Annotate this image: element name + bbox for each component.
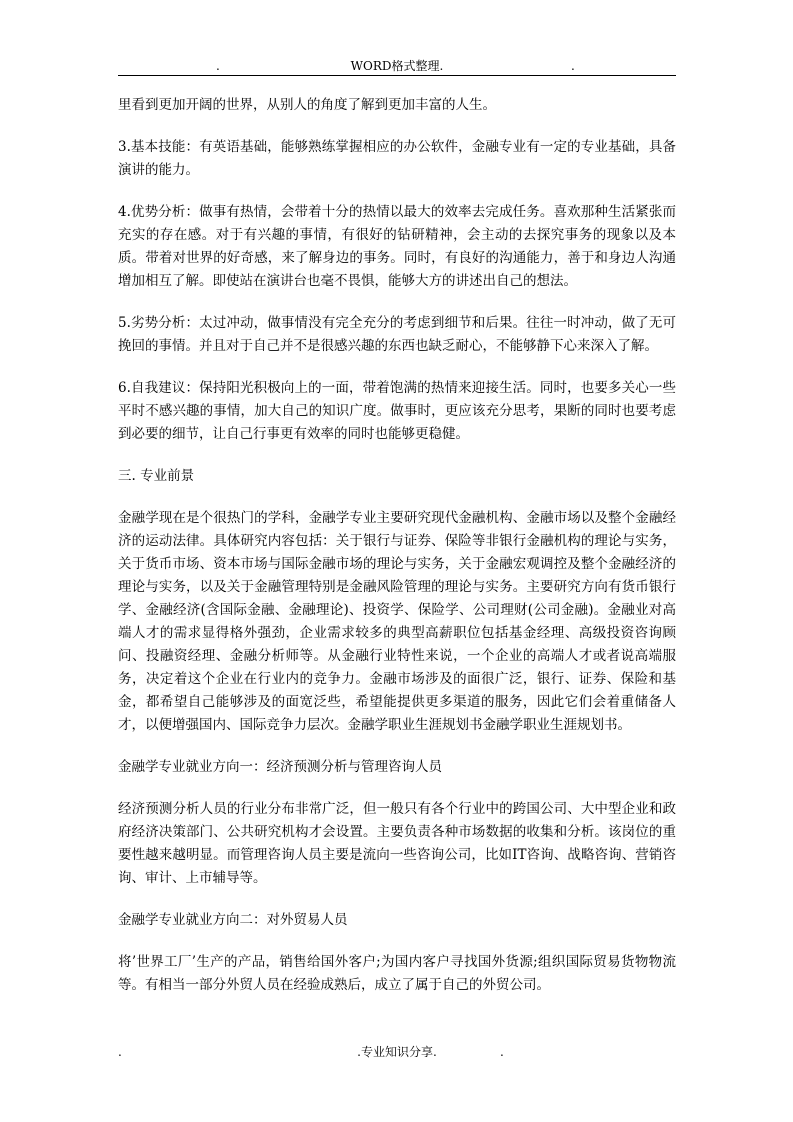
header-right-mark: .	[571, 59, 575, 73]
paragraph-self-advice: 6.自我建议：保持阳光积极向上的一面，带着饱满的热情来迎接生活。同时，也要多关心一些平时不感兴趣的事情，加大自己的知识广度。做事时，更应该充分思考，果断的同时也要考虑到必要的细节，让自己行事更有效率的同时也能够更稳健。	[118, 380, 676, 442]
paragraph-weaknesses: 5.劣势分析：太过冲动，做事情没有完全充分的考虑到细节和后果。往往一时冲动，做了无可挽回的事情。并且对于自己并不是很感兴趣的东西也缺乏耐心，不能够静下心来深入了解。	[118, 315, 676, 354]
footer-left-mark: .	[118, 1045, 122, 1059]
heading-career-direction-2: 金融学专业就业方向二：对外贸易人员	[118, 912, 348, 928]
footer-title: .专业知识分享.	[357, 1045, 437, 1059]
paragraph-career-direction-2: 将’世界工厂’生产的产品，销售给国外客户;为国内客户寻找国外货源;组织国际贸易货物物流等。有相当一部分外贸人员在经验成熟后，成立了属于自己的外贸公司。	[118, 954, 676, 993]
paragraph-basic-skills: 3.基本技能：有英语基础，能够熟练掌握相应的办公软件，金融专业有一定的专业基础，具备演讲的能力。	[118, 139, 676, 178]
header-title: WORD格式整理.	[350, 59, 444, 73]
paragraph-strengths: 4.优势分析：做事有热情，会带着十分的热情以最大的效率去完成任务。喜欢那种生活紧张而充实的存在感。对于有兴趣的事情，有很好的钻研精神，会主动的去探究事务的现象以及本质。带着对世界的好奇感，来了解身边的事务。同时，有良好的沟通能力，善于和身边人沟通增加相互了解。即使站在演讲台也毫不畏惧，能够大方的讲述出自己的想法。	[118, 204, 676, 289]
page-header	[118, 57, 676, 75]
paragraph-career-direction-1: 经济预测分析人员的行业分布非常广泛，但一般只有各个行业中的跨国公司、大中型企业和政府经济决策部门、公共研究机构才会设置。主要负责各种市场数据的收集和分析。该岗位的重要性越来越明显。而管理咨询人员主要是流向一些咨询公司，比如IT咨询、战略咨询、营销咨询、审计、上市辅导等。	[118, 801, 676, 886]
heading-career-direction-1: 金融学专业就业方向一：经济预测分析与管理咨询人员	[118, 759, 442, 775]
section-heading-prospects: 三. 专业前景	[118, 468, 195, 484]
paragraph-finance-overview: 金融学现在是个很热门的学科，金融学专业主要研究现代金融机构、金融市场以及整个金融经济的运动法律。具体研究内容包括：关于银行与证券、保险等非银行金融机构的理论与实务，关于货币市场、资本市场与国际金融市场的理论与实务，关于金融宏观调控及整个金融经济的理论与实务，以及关于金融管理特别是金融风险管理的理论与实务。主要研究方向有货币银行学、金融经济(含国际金融、金融理论)、投资学、保险学、公司理财(公司金融)。金融业对高端人才的需求显得格外强劲，企业需求较多的典型高薪职位包括基金经理、高级投资咨询顾问、投融资经理、金融分析师等。从金融行业特性来说，一个企业的高端人才或者说高端服务，决定着这个企业在行业内的竞争力。金融市场涉及的面很广泛，银行、证券、保险和基金，都希望自己能够涉及的面宽泛些，希望能提供更多渠道的服务，因此它们会着重储备人才，以便增强国内、国际竞争力层次。金融学职业生涯规划书金融学职业生涯规划书。	[118, 510, 676, 733]
footer-right-mark: .	[500, 1045, 504, 1059]
paragraph-continuation: 里看到更加开阔的世界，从别人的角度了解到更加丰富的人生。	[118, 97, 496, 113]
header-left-mark: .	[216, 59, 220, 73]
header-divider	[118, 75, 676, 76]
page-footer	[118, 1043, 676, 1061]
document-body	[118, 94, 676, 1016]
